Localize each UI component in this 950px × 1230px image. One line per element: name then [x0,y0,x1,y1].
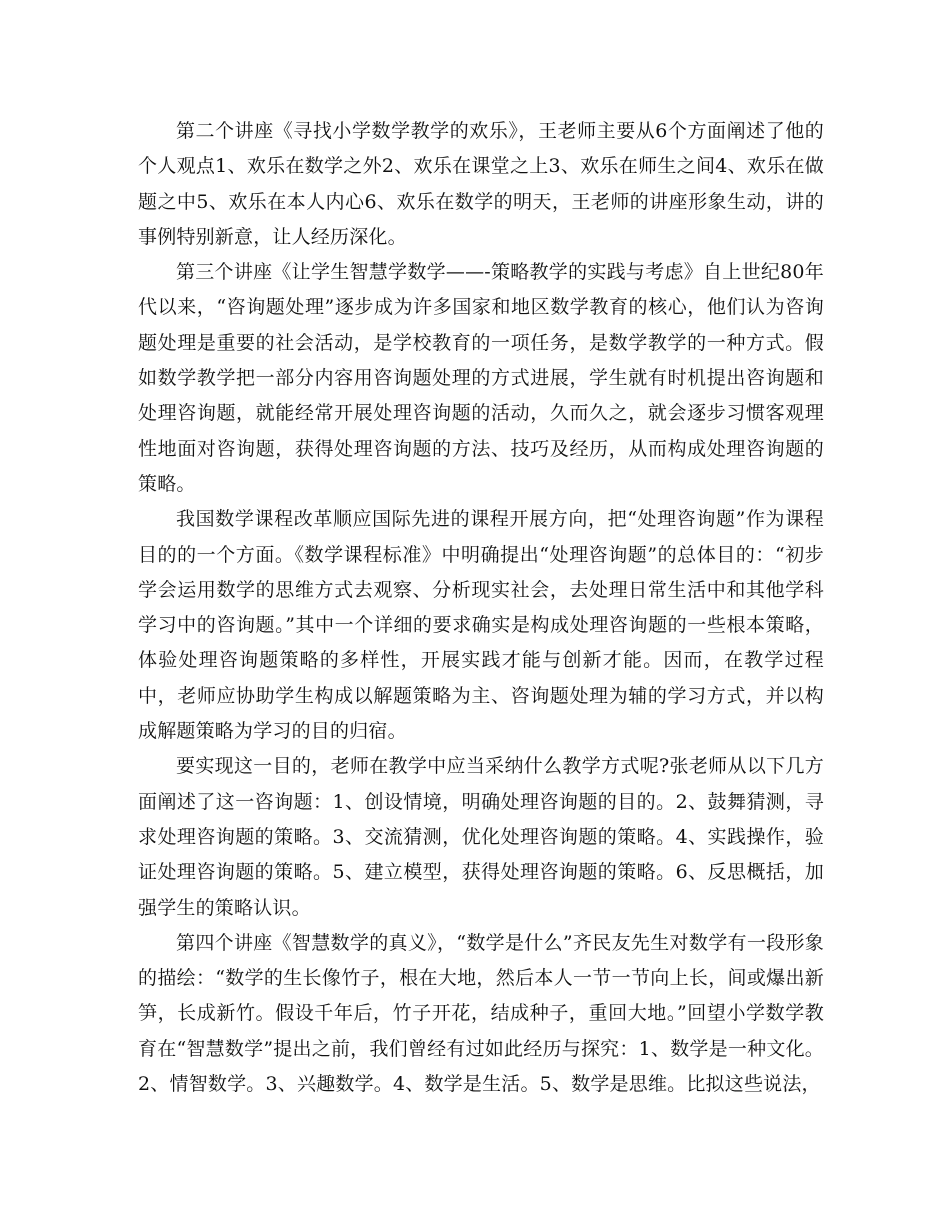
paragraph-lecture-three: 第三个讲座《让学生智慧学数学——-策略教学的实践与考虑》自上世纪80年代以来，“咨询题处理”逐步成为许多国家和地区数学教育的核心，他们认为咨询题处理是重要的社会活动，是学校教育的一项任务，是数学教学的一种方式。假如数学教学把一部分内容用咨询题处理的方式进展，学生就有时机提出咨询题和处理咨询题，就能经常开展处理咨询题的活动，久而久之，就会逐步习惯客观理性地面对咨询题，获得处理咨询题的方法、技巧及经历，从而构成处理咨询题的策略。 [138,261,824,495]
document-page [138,114,824,1102]
paragraph-lecture-four: 第四个讲座《智慧数学的真义》，“数学是什么”齐民友先生对数学有一段形象的描绘：“数学的生长像竹子，根在大地，然后本人一节一节向上长，间或爆出新笋，长成新竹。假设千年后，竹子开花，结成种子，重回大地。”回望小学数学教育在“智慧数学”提出之前，我们曾经有过如此经历与探究：1、数学是一种文化。2、情智数学。3、兴趣数学。4、数学是生活。5、数学是思维。比拟这些说法， [138,931,824,1096]
paragraph-curriculum-reform: 我国数学课程改革顺应国际先进的课程开展方向，把“处理咨询题”作为课程目的的一个方面。《数学课程标准》中明确提出“处理咨询题”的总体目的：“初步学会运用数学的思维方式去观察、分析现实社会，去处理日常生活中和其他学科学习中的咨询题。”其中一个详细的要求确实是构成处理咨询题的一些根本策略，体验处理咨询题策略的多样性，开展实践才能与创新才能。因而，在教学过程中，老师应协助学生构成以解题策略为主、咨询题处理为辅的学习方式，并以构成解题策略为学习的目的归宿。 [138,508,824,743]
paragraph-teaching-methods: 要实现这一目的，老师在教学中应当采纳什么教学方式呢?张老师从以下几方面阐述了这一咨询题：1、创设情境，明确处理咨询题的目的。2、鼓舞猜测，寻求处理咨询题的策略。3、交流猜测，优化处理咨询题的策略。4、实践操作，验证处理咨询题的策略。5、建立模型，获得处理咨询题的策略。6、反思概括，加强学生的策略认识。 [138,755,824,919]
paragraph-lecture-two: 第二个讲座《寻找小学数学教学的欢乐》，王老师主要从6个方面阐述了他的个人观点1、欢乐在数学之外2、欢乐在课堂之上3、欢乐在师生之间4、欢乐在做题之中5、欢乐在本人内心6、欢乐在数学的明天，王老师的讲座形象生动，讲的事例特别新意，让人经历深化。 [138,120,824,248]
